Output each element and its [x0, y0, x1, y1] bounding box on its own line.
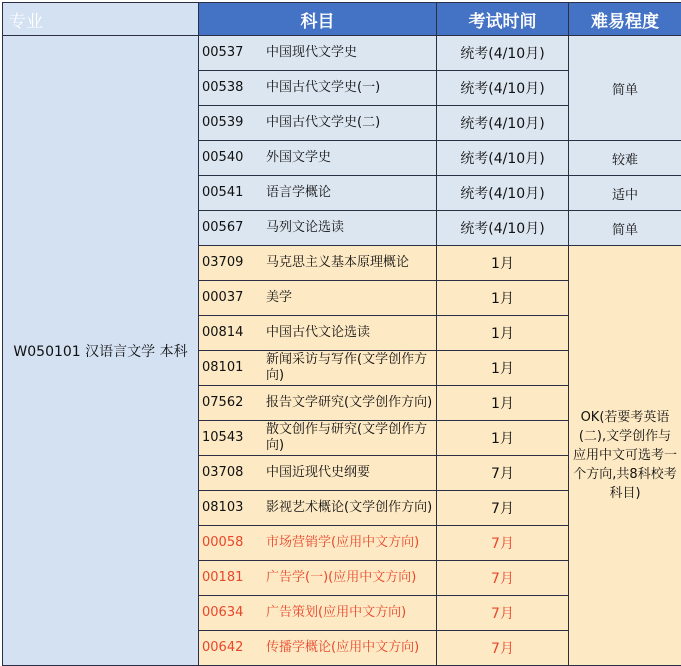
header-exam-time[interactable]: 考试时间	[437, 3, 569, 36]
difficulty-cell[interactable]: 较难	[569, 141, 681, 176]
header-row	[3, 3, 681, 36]
subject-name: 语言学概论	[266, 185, 331, 201]
exam-time-cell[interactable]: 1月	[437, 281, 569, 316]
subject-name: 广告策划(应用中文方向)	[266, 605, 406, 621]
exam-time-cell[interactable]: 统考(4/10月)	[437, 71, 569, 106]
subject-code: 08103	[202, 500, 266, 516]
exam-time-cell[interactable]: 统考(4/10月)	[437, 36, 569, 71]
subject-code: 00537	[202, 45, 266, 61]
subject-cell[interactable]	[199, 351, 437, 386]
subject-code: 07562	[202, 395, 266, 411]
subject-name: 市场营销学(应用中文方向)	[266, 535, 419, 551]
table-row	[3, 36, 681, 71]
subject-code: 00181	[202, 570, 266, 586]
exam-time-cell[interactable]: 7月	[437, 456, 569, 491]
exam-time-cell[interactable]: 7月	[437, 596, 569, 631]
subject-cell[interactable]	[199, 246, 437, 281]
exam-time-cell[interactable]: 1月	[437, 351, 569, 386]
subject-name: 传播学概论(应用中文方向)	[266, 640, 419, 656]
subject-cell[interactable]	[199, 316, 437, 351]
header-subject[interactable]: 科目	[199, 3, 437, 36]
subject-code: 10543	[202, 430, 266, 446]
subject-cell[interactable]	[199, 141, 437, 176]
subject-name: 影视艺术概论(文学创作方向)	[266, 500, 432, 516]
exam-time-cell[interactable]: 统考(4/10月)	[437, 176, 569, 211]
exam-time-cell[interactable]: 7月	[437, 631, 569, 666]
subject-cell[interactable]	[199, 421, 437, 456]
elective-note-cell[interactable]: OK(若要考英语(二),文学创作与应用中文可选考一个方向,共8科校考科目)	[569, 246, 681, 666]
subject-cell[interactable]	[199, 106, 437, 141]
exam-time-cell[interactable]: 1月	[437, 421, 569, 456]
subject-cell[interactable]	[199, 631, 437, 666]
subject-name: 马列文论选读	[266, 220, 344, 236]
subject-code: 00814	[202, 325, 266, 341]
exam-time-cell[interactable]: 7月	[437, 561, 569, 596]
subject-code: 00642	[202, 640, 266, 656]
exam-time-cell[interactable]: 7月	[437, 526, 569, 561]
exam-schedule-table	[2, 2, 681, 666]
subject-cell[interactable]	[199, 176, 437, 211]
subject-name: 中国近现代史纲要	[266, 465, 370, 481]
subject-code: 08101	[202, 360, 266, 376]
subject-name: 中国现代文学史	[266, 45, 357, 61]
difficulty-cell[interactable]: 简单	[569, 211, 681, 246]
exam-time-cell[interactable]: 1月	[437, 386, 569, 421]
subject-name: 中国古代文学史(二)	[266, 115, 380, 131]
subject-code: 00539	[202, 115, 266, 131]
difficulty-cell[interactable]: 适中	[569, 176, 681, 211]
subject-name: 报告文学研究(文学创作方向)	[266, 395, 432, 411]
subject-name: 外国文学史	[266, 150, 331, 166]
subject-cell[interactable]	[199, 526, 437, 561]
subject-name: 新闻采访与写作(文学创作方向)	[266, 352, 436, 384]
exam-time-cell[interactable]: 统考(4/10月)	[437, 106, 569, 141]
subject-name: 马克思主义基本原理概论	[266, 255, 409, 271]
subject-cell[interactable]	[199, 36, 437, 71]
subject-cell[interactable]	[199, 596, 437, 631]
subject-cell[interactable]	[199, 386, 437, 421]
subject-code: 00538	[202, 80, 266, 96]
exam-time-cell[interactable]: 统考(4/10月)	[437, 211, 569, 246]
subject-code: 00037	[202, 290, 266, 306]
subject-cell[interactable]	[199, 456, 437, 491]
header-difficulty[interactable]: 难易程度	[569, 3, 681, 36]
exam-time-cell[interactable]: 1月	[437, 246, 569, 281]
subject-cell[interactable]	[199, 561, 437, 596]
difficulty-cell[interactable]: 简单	[569, 36, 681, 141]
subject-code: 03708	[202, 465, 266, 481]
subject-code: 00058	[202, 535, 266, 551]
exam-time-cell[interactable]: 统考(4/10月)	[437, 141, 569, 176]
subject-code: 00567	[202, 220, 266, 236]
subject-name: 广告学(一)(应用中文方向)	[266, 570, 416, 586]
subject-code: 00634	[202, 605, 266, 621]
major-cell[interactable]: W050101 汉语言文学 本科	[3, 36, 199, 666]
subject-code: 00540	[202, 150, 266, 166]
subject-name: 中国古代文学史(一)	[266, 80, 380, 96]
subject-code: 00541	[202, 185, 266, 201]
subject-code: 03709	[202, 255, 266, 271]
header-major[interactable]: 专业	[3, 3, 199, 36]
subject-name: 散文创作与研究(文学创作方向)	[266, 422, 436, 454]
subject-cell[interactable]	[199, 71, 437, 106]
subject-cell[interactable]	[199, 281, 437, 316]
subject-name: 美学	[266, 290, 292, 306]
exam-time-cell[interactable]: 1月	[437, 316, 569, 351]
subject-name: 中国古代文论选读	[266, 325, 370, 341]
subject-cell[interactable]	[199, 211, 437, 246]
subject-cell[interactable]	[199, 491, 437, 526]
exam-time-cell[interactable]: 7月	[437, 491, 569, 526]
